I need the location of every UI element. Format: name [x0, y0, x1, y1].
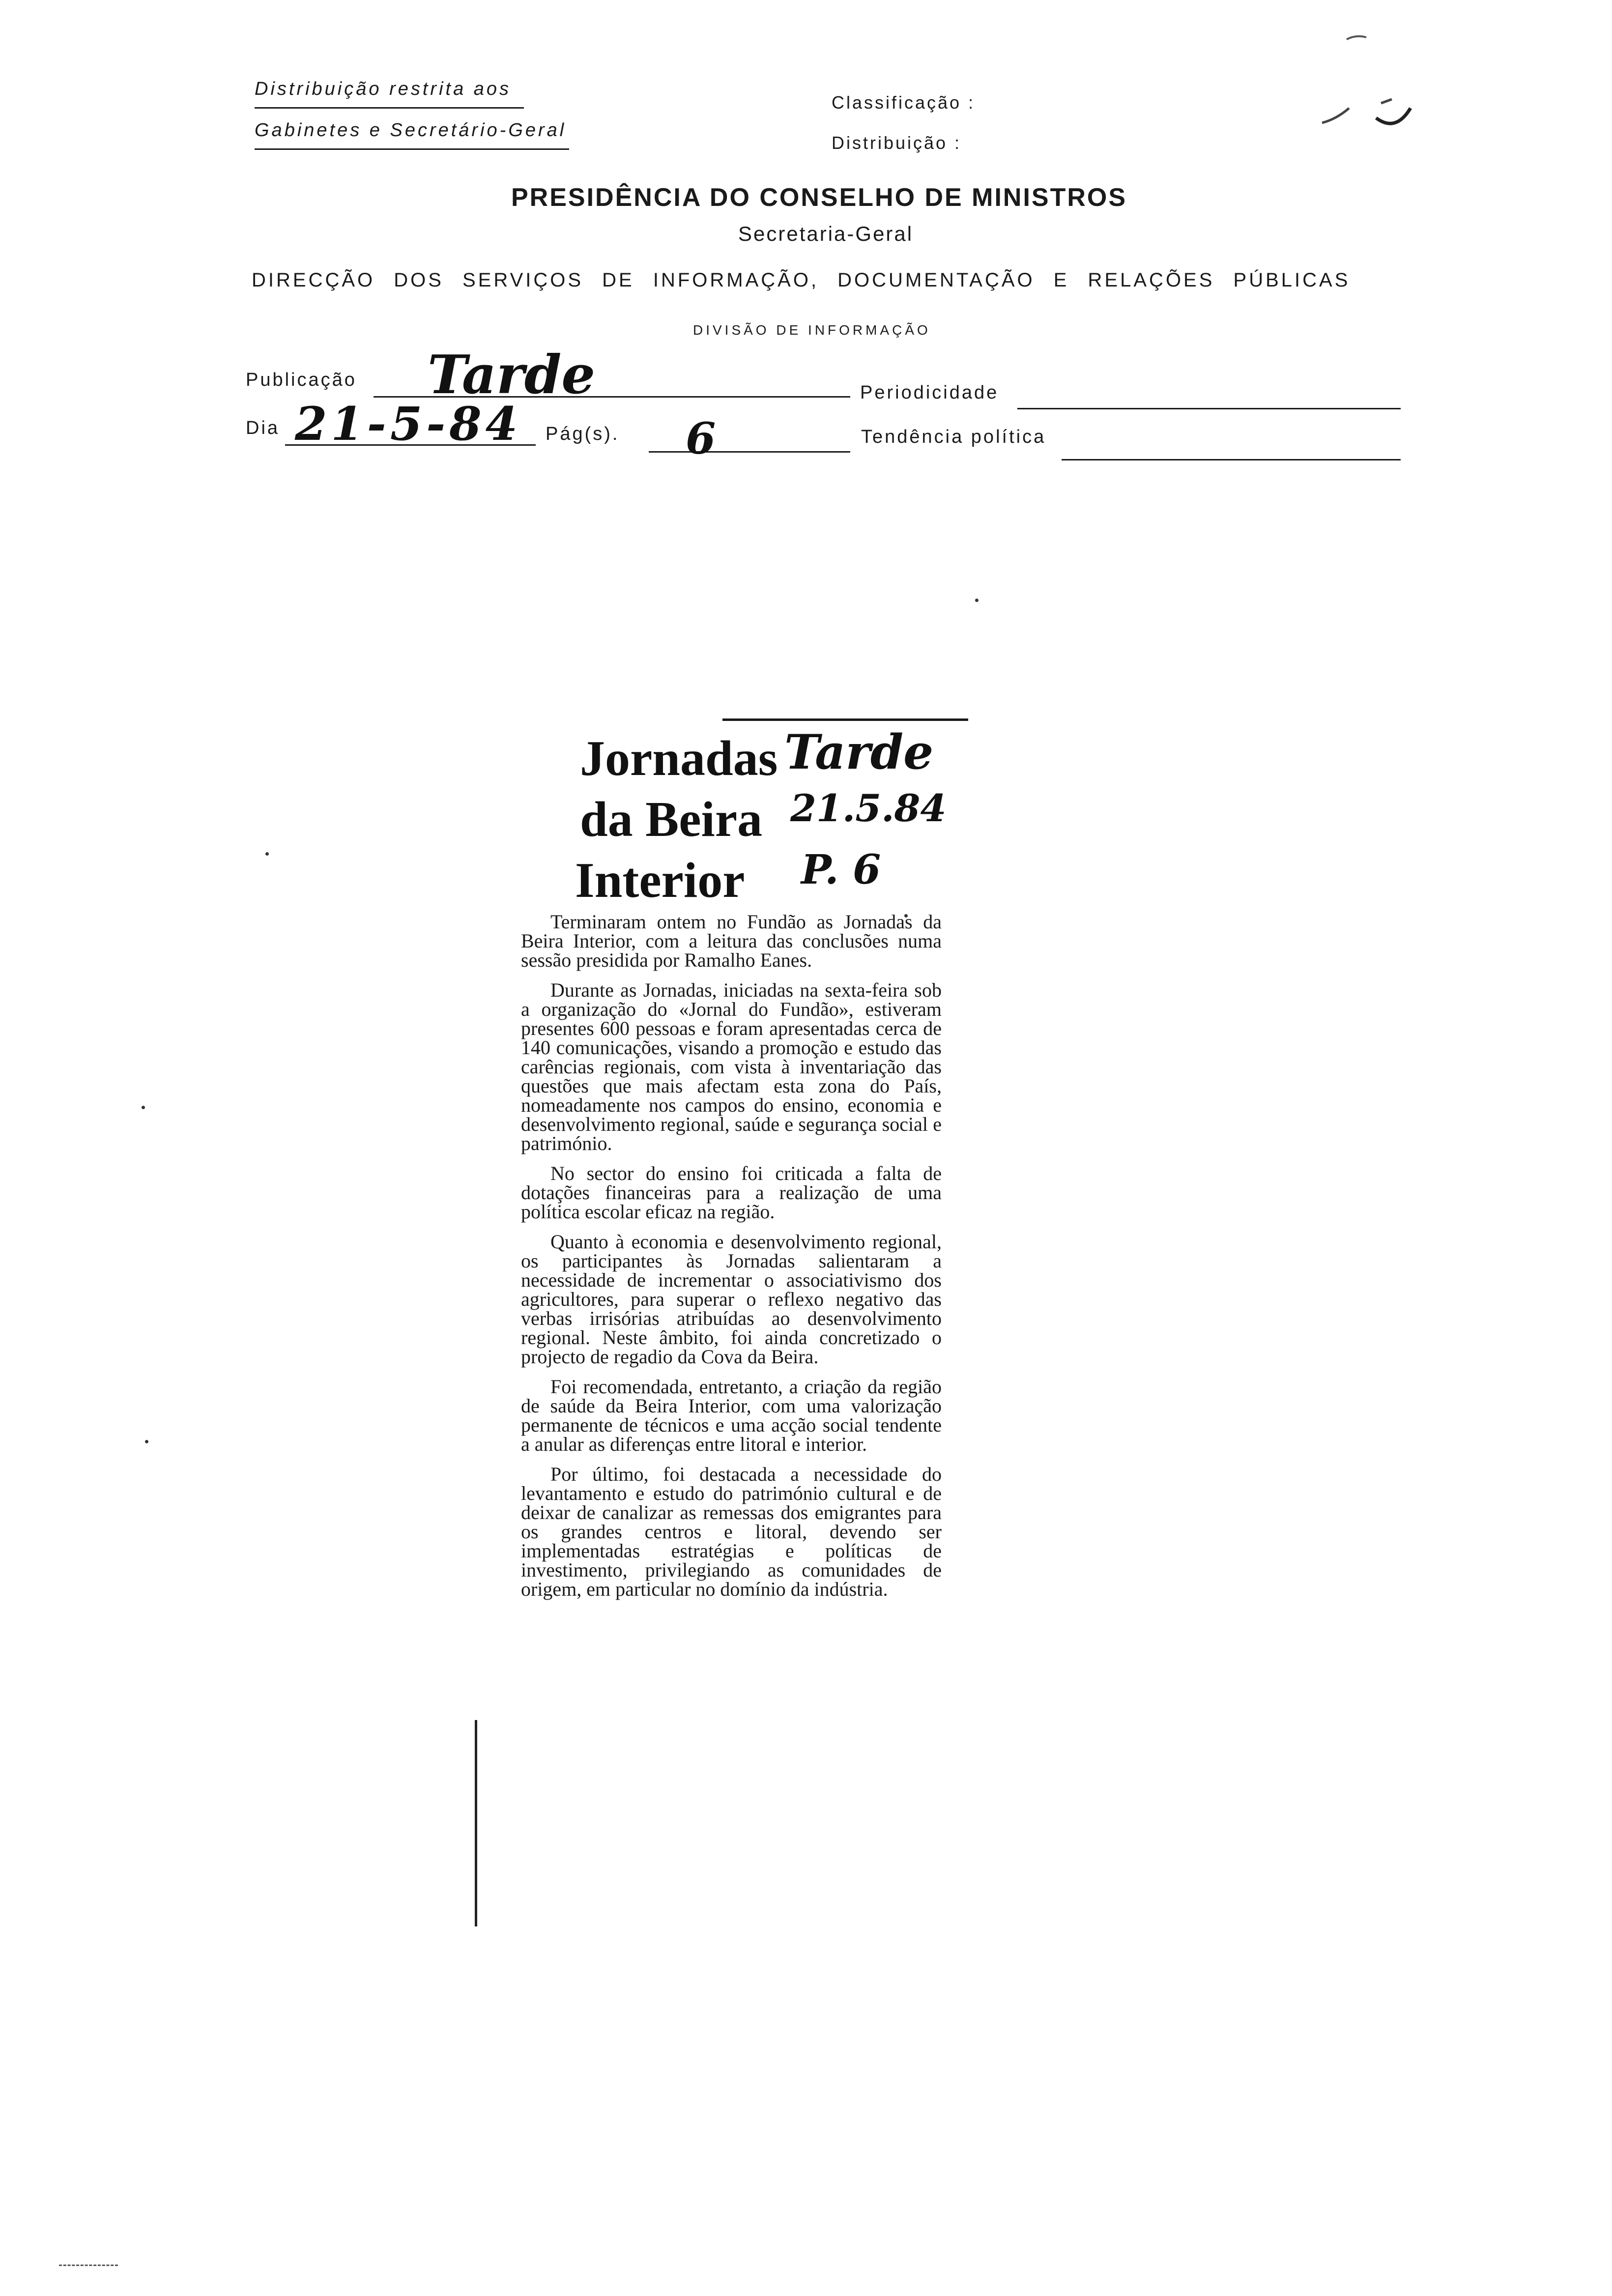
pages-line: [649, 451, 850, 453]
margin-vertical-mark: [475, 1720, 477, 1926]
scan-edge-mark: [59, 2265, 118, 2267]
tendency-label: Tendência política: [861, 427, 1046, 447]
article-paragraph: Quanto à economia e desenvolvimento regional, os participantes às Jornadas salientaram a necessidade de incrementar o associativismo dos agricultores, para superar o reflexo negativo das verbas irrisórias atribuídas ao desenvolvimento regional. Neste âmbito, foi ainda concretizado o projecto de regadio da Cova da Beira.: [521, 1231, 942, 1368]
article-paragraph: Durante as Jornadas, iniciadas na sexta-feira sob a organização do «Jornal do Fundão», estiveram presentes 600 pessoas e foram apresentadas cerca de 140 comunicações, visando a promoção e estudo das carências regionais, com vista à inventariação das questões que mais afectam esta zona do País, nomeadamente nos campos do ensino, economia e desenvolvimento regional, saúde e segurança social e património.: [521, 979, 942, 1154]
scan-speck: [142, 1106, 145, 1109]
clipping-headline-line1: Jornadas: [580, 731, 778, 786]
distribution-restriction-line2: Gabinetes e Secretário-Geral: [255, 120, 567, 141]
header-underline-1: [255, 107, 524, 109]
clipping-annotation-date: 21.5.84: [790, 786, 947, 830]
day-handwritten: 21-5-84: [295, 397, 522, 451]
distribution-restriction-line1: Distribuição restrita aos: [255, 79, 512, 99]
article-paragraph: No sector do ensino foi criticada a falta de dotações financeiras para a realização de uma política escolar eficaz na região.: [521, 1162, 942, 1223]
directorate-line: DIRECÇÃO DOS SERVIÇOS DE INFORMAÇÃO, DOCUMENTAÇÃO E RELAÇÕES PÚBLICAS: [252, 269, 1351, 291]
header-underline-2: [255, 148, 569, 150]
periodicity-line: [1017, 408, 1401, 409]
clipping-article-body: [521, 912, 942, 1609]
distribution-label: Distribuição :: [832, 133, 962, 153]
org-subtitle: Secretaria-Geral: [738, 222, 914, 245]
scan-speck: [975, 599, 979, 602]
periodicity-label: Periodicidade: [860, 382, 999, 403]
tendency-line: [1062, 459, 1401, 460]
day-label: Dia: [246, 418, 280, 438]
clipping-top-rule: [722, 718, 968, 721]
clipping-headline-line3: Interior: [575, 853, 745, 908]
classification-label: Classificação :: [832, 92, 976, 113]
article-paragraph: Foi recomendada, entretanto, a criação da região de saúde da Beira Interior, com uma valorização permanente de técnicos e uma acção social tendente a anular as diferenças entre litoral e interior.: [521, 1376, 942, 1455]
scan-speck: [265, 852, 269, 856]
corner-pencil-marks: [1302, 20, 1430, 147]
publication-handwritten: Tarde: [428, 344, 596, 406]
pages-label: Pág(s).: [546, 424, 620, 444]
clipping-annotation-page: P. 6: [801, 846, 881, 893]
clipping-annotation-source: Tarde: [784, 724, 934, 780]
scan-speck: [145, 1440, 148, 1443]
publication-label: Publicação: [246, 370, 357, 390]
pages-handwritten: 6: [686, 413, 716, 464]
org-title: PRESIDÊNCIA DO CONSELHO DE MINISTROS: [511, 183, 1127, 212]
article-paragraph: Terminaram ontem no Fundão as Jornadas da Beira Interior, com a leitura das conclusões numa sessão presidida por Ramalho Eanes.: [521, 911, 942, 971]
clipping-headline-line2: da Beira: [580, 792, 763, 847]
division-line: DIVISÃO DE INFORMAÇÃO: [693, 322, 931, 338]
article-paragraph: Por último, foi destacada a necessidade do levantamento e estudo do património cultural e de deixar de canalizar as remessas dos emigrantes para os grandes centros e litoral, devendo ser implementadas estratégias e políticas de investimento, privilegiando as comunidades de origem, em particular no domínio da indústria.: [521, 1463, 942, 1600]
